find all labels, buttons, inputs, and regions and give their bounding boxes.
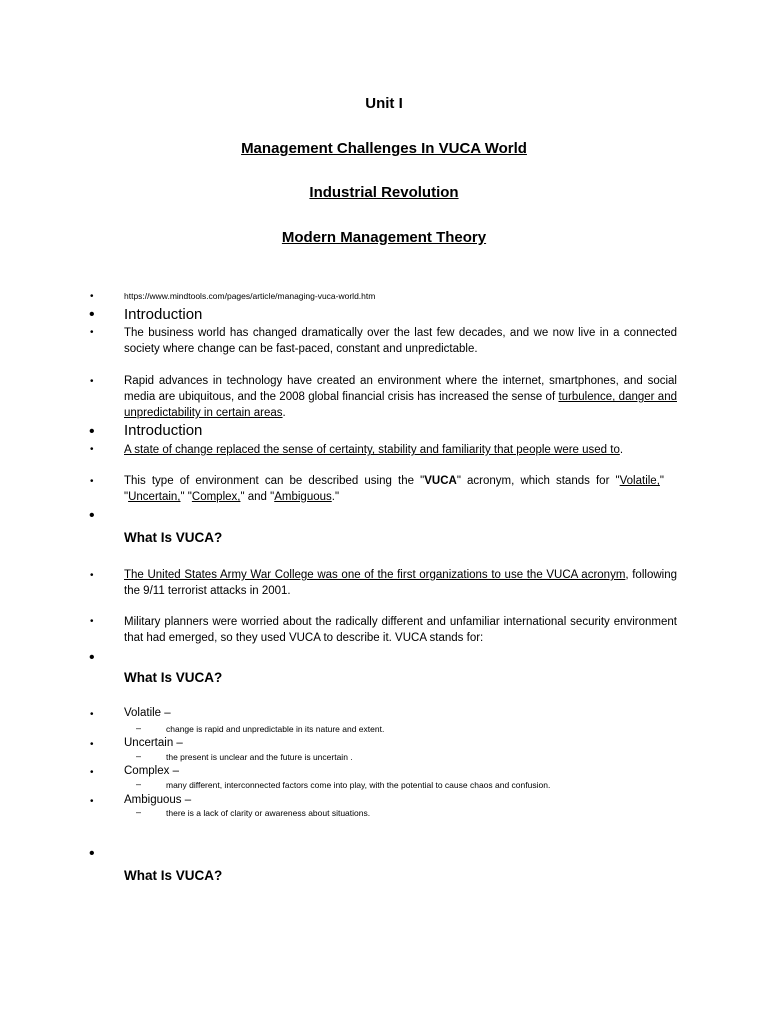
- term-uncertain: Uncertain –: [124, 737, 183, 749]
- bullet-dot: •: [89, 507, 95, 524]
- what-is-vuca-heading-3: What Is VUCA?: [124, 868, 223, 883]
- bullet-dot: •: [90, 291, 94, 302]
- bullet-dot: •: [90, 444, 94, 455]
- introduction-heading-2: Introduction: [124, 422, 203, 439]
- sub-dash: –: [136, 779, 142, 789]
- bullet-dot: •: [89, 423, 95, 440]
- definition-volatile: change is rapid and unpredictable in its nature and extent.: [166, 724, 385, 734]
- army-war-college-link[interactable]: The United States Army War College was one of the first organizations to use the VUCA acronym: [124, 569, 626, 581]
- definition-complex: many different, interconnected factors come into play, with the potential to cause chaos and confusion.: [166, 780, 551, 790]
- complex-link[interactable]: Complex,: [191, 491, 241, 503]
- intro2-paragraph-2: This type of environment can be described using the "VUCA" acronym, which stands for "Volatile," "Uncertain," "Complex," and "Ambiguous.": [124, 475, 664, 503]
- chapter-title: Management Challenges In VUCA World: [241, 140, 527, 157]
- ambiguous-link[interactable]: Ambiguous: [274, 491, 332, 503]
- bullet-dot: •: [90, 476, 94, 487]
- intro2-paragraph-1: A state of change replaced the sense of certainty, stability and familiarity that people were used to.: [124, 444, 624, 456]
- bullet-dot: •: [90, 767, 94, 778]
- term-volatile: Volatile –: [124, 707, 171, 719]
- turbulence-link[interactable]: turbulence, danger and unpredictability in certain areas: [124, 391, 677, 419]
- vuca-paragraph-2: Military planners were worried about the radically different and unfamiliar international security environment that had emerged, so they used VUCA to describe it. VUCA stands for:: [124, 616, 677, 644]
- source-url: https://www.mindtools.com/pages/article/managing-vuca-world.htm: [124, 291, 376, 301]
- bullet-dot: •: [90, 709, 94, 720]
- definition-uncertain: the present is unclear and the future is uncertain .: [166, 752, 353, 762]
- what-is-vuca-heading-2: What Is VUCA?: [124, 670, 223, 685]
- bullet-dot: •: [90, 570, 94, 581]
- term-complex: Complex –: [124, 765, 179, 777]
- bullet-dot: •: [90, 796, 94, 807]
- section-title-modern-management: Modern Management Theory: [281, 229, 487, 246]
- volatile-link[interactable]: Volatile,: [619, 475, 660, 487]
- sub-dash: –: [136, 807, 142, 817]
- bullet-dot: •: [90, 616, 94, 627]
- bullet-dot: •: [90, 327, 94, 338]
- intro-paragraph-1: The business world has changed dramatically over the last few decades, and we now live in a connected society where change can be fast-paced, constant and unpredictable.: [124, 327, 677, 355]
- sub-dash: –: [136, 751, 142, 761]
- vuca-paragraph-1: The United States Army War College was one of the first organizations to use the VUCA acronym, following the 9/11 terrorist attacks in 2001.: [124, 569, 677, 597]
- definition-ambiguous: there is a lack of clarity or awareness about situations.: [166, 808, 371, 818]
- bullet-dot: •: [89, 306, 95, 323]
- bullet-dot: •: [90, 376, 94, 387]
- bullet-dot: •: [90, 739, 94, 750]
- unit-title: Unit I: [365, 95, 403, 112]
- introduction-heading: Introduction: [124, 306, 203, 323]
- uncertain-link[interactable]: Uncertain,: [128, 491, 181, 503]
- intro-paragraph-2: Rapid advances in technology have created an environment where the internet, smartphones, and social media are ubiquitous, and the 2008 global financial crisis has increased the sense of turbulence, danger and unpredictability in certain areas.: [124, 375, 677, 419]
- section-title-industrial-revolution: Industrial Revolution: [309, 184, 459, 201]
- state-of-change-link[interactable]: A state of change replaced the sense of certainty, stability and familiarity that people were used to: [124, 444, 620, 456]
- what-is-vuca-heading-1: What Is VUCA?: [124, 530, 223, 545]
- bullet-dot: •: [89, 649, 95, 666]
- term-ambiguous: Ambiguous –: [124, 794, 192, 806]
- sub-dash: –: [136, 723, 142, 733]
- bullet-dot: •: [89, 845, 95, 862]
